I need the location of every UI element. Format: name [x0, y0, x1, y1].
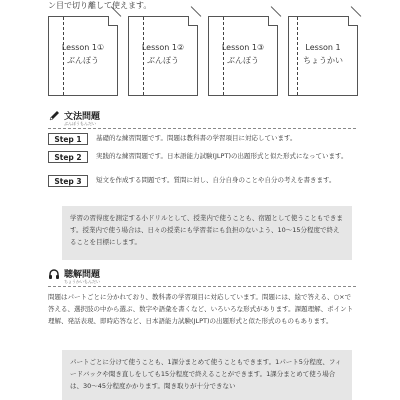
page-corner-fold: [348, 16, 358, 26]
step-item: [48, 175, 356, 187]
grammar-note-box: 学習の習得度を測定する小ドリルとして、授業内で使うことも、宿題として使うこともできます。授業内で使う場合は、日々の授業にも学習者にも負担のないよう、10～15分程度で終えることを目標にします。: [62, 206, 352, 260]
grammar-heading: [48, 110, 101, 126]
intro-text: ン目で切り離して使えます。: [48, 1, 152, 10]
step-text: 基礎的な練習問題です。問題は教科書の学習項目に対応しています。: [96, 134, 297, 142]
listening-heading: [48, 268, 101, 284]
grammar-title: 文法問題: [64, 112, 101, 122]
step-badge: Step 1: [48, 133, 88, 145]
worksheet-sheet: [208, 16, 278, 96]
sheet-type-label: ぶんぽう: [147, 56, 179, 65]
divider: [48, 128, 356, 129]
worksheet-sheet: [128, 16, 198, 96]
listening-note-box: パートごとに分けて使うことも、1課分まとめて使うこともできます。1パート5分程度、フィードバックや聞き直しをしても15分程度で終えることができます。1課分まとめて使う場合は、30～45分程度かかります。聞き取りが十分できない: [62, 350, 352, 400]
worksheet-sheet: [288, 16, 358, 96]
page-corner-fold: [188, 16, 198, 26]
pencil-icon: [48, 110, 60, 122]
step-item: [48, 151, 356, 163]
step-text: 実践的な練習問題です。日本語能力試験(JLPT)の出題形式と似た形式になっています。: [96, 152, 348, 160]
listening-title: 聴解問題: [64, 270, 101, 280]
page-corner-fold: [108, 16, 118, 26]
worksheet-sheet: [48, 16, 118, 96]
step-badge: Step 2: [48, 151, 88, 163]
sheet-type-label: ぶんぽう: [67, 56, 99, 65]
sheet-type-label: ちょうかい: [303, 56, 343, 65]
divider: [48, 286, 356, 287]
step-badge: Step 3: [48, 175, 88, 187]
step-text: 短文を作成する問題です。質問に対し、自分自身のことや自分の考えを書きます。: [96, 176, 336, 184]
worksheet-illustration: [48, 16, 358, 98]
sheet-lesson-label: Lesson 1②: [141, 43, 185, 52]
step-item: [48, 133, 356, 145]
sheet-lesson-label: Lesson 1: [305, 43, 341, 52]
sheet-lesson-label: Lesson 1③: [221, 43, 265, 52]
sheet-type-label: ぶんぽう: [227, 56, 259, 65]
listening-paragraph: 問題はパートごとに分かれており、教科書の学習項目に対応しています。問題には、絵で答える、○×で答える、選択肢の中から選ぶ、数字や語彙を書くなど、いろいろな形式があります。課題理解、ポイント理解、発話表現、即時応答など、日本語能力試験(JLPT)の出題形式と似た形式のものもあります。: [48, 293, 354, 325]
listening-ruby: ちょうかいもんだい: [64, 279, 100, 284]
headphones-icon: [48, 268, 60, 280]
sheet-lesson-label: Lesson 1①: [61, 43, 105, 52]
grammar-ruby: ぶんぽうもんだい: [64, 121, 96, 126]
page-corner-fold: [268, 16, 278, 26]
